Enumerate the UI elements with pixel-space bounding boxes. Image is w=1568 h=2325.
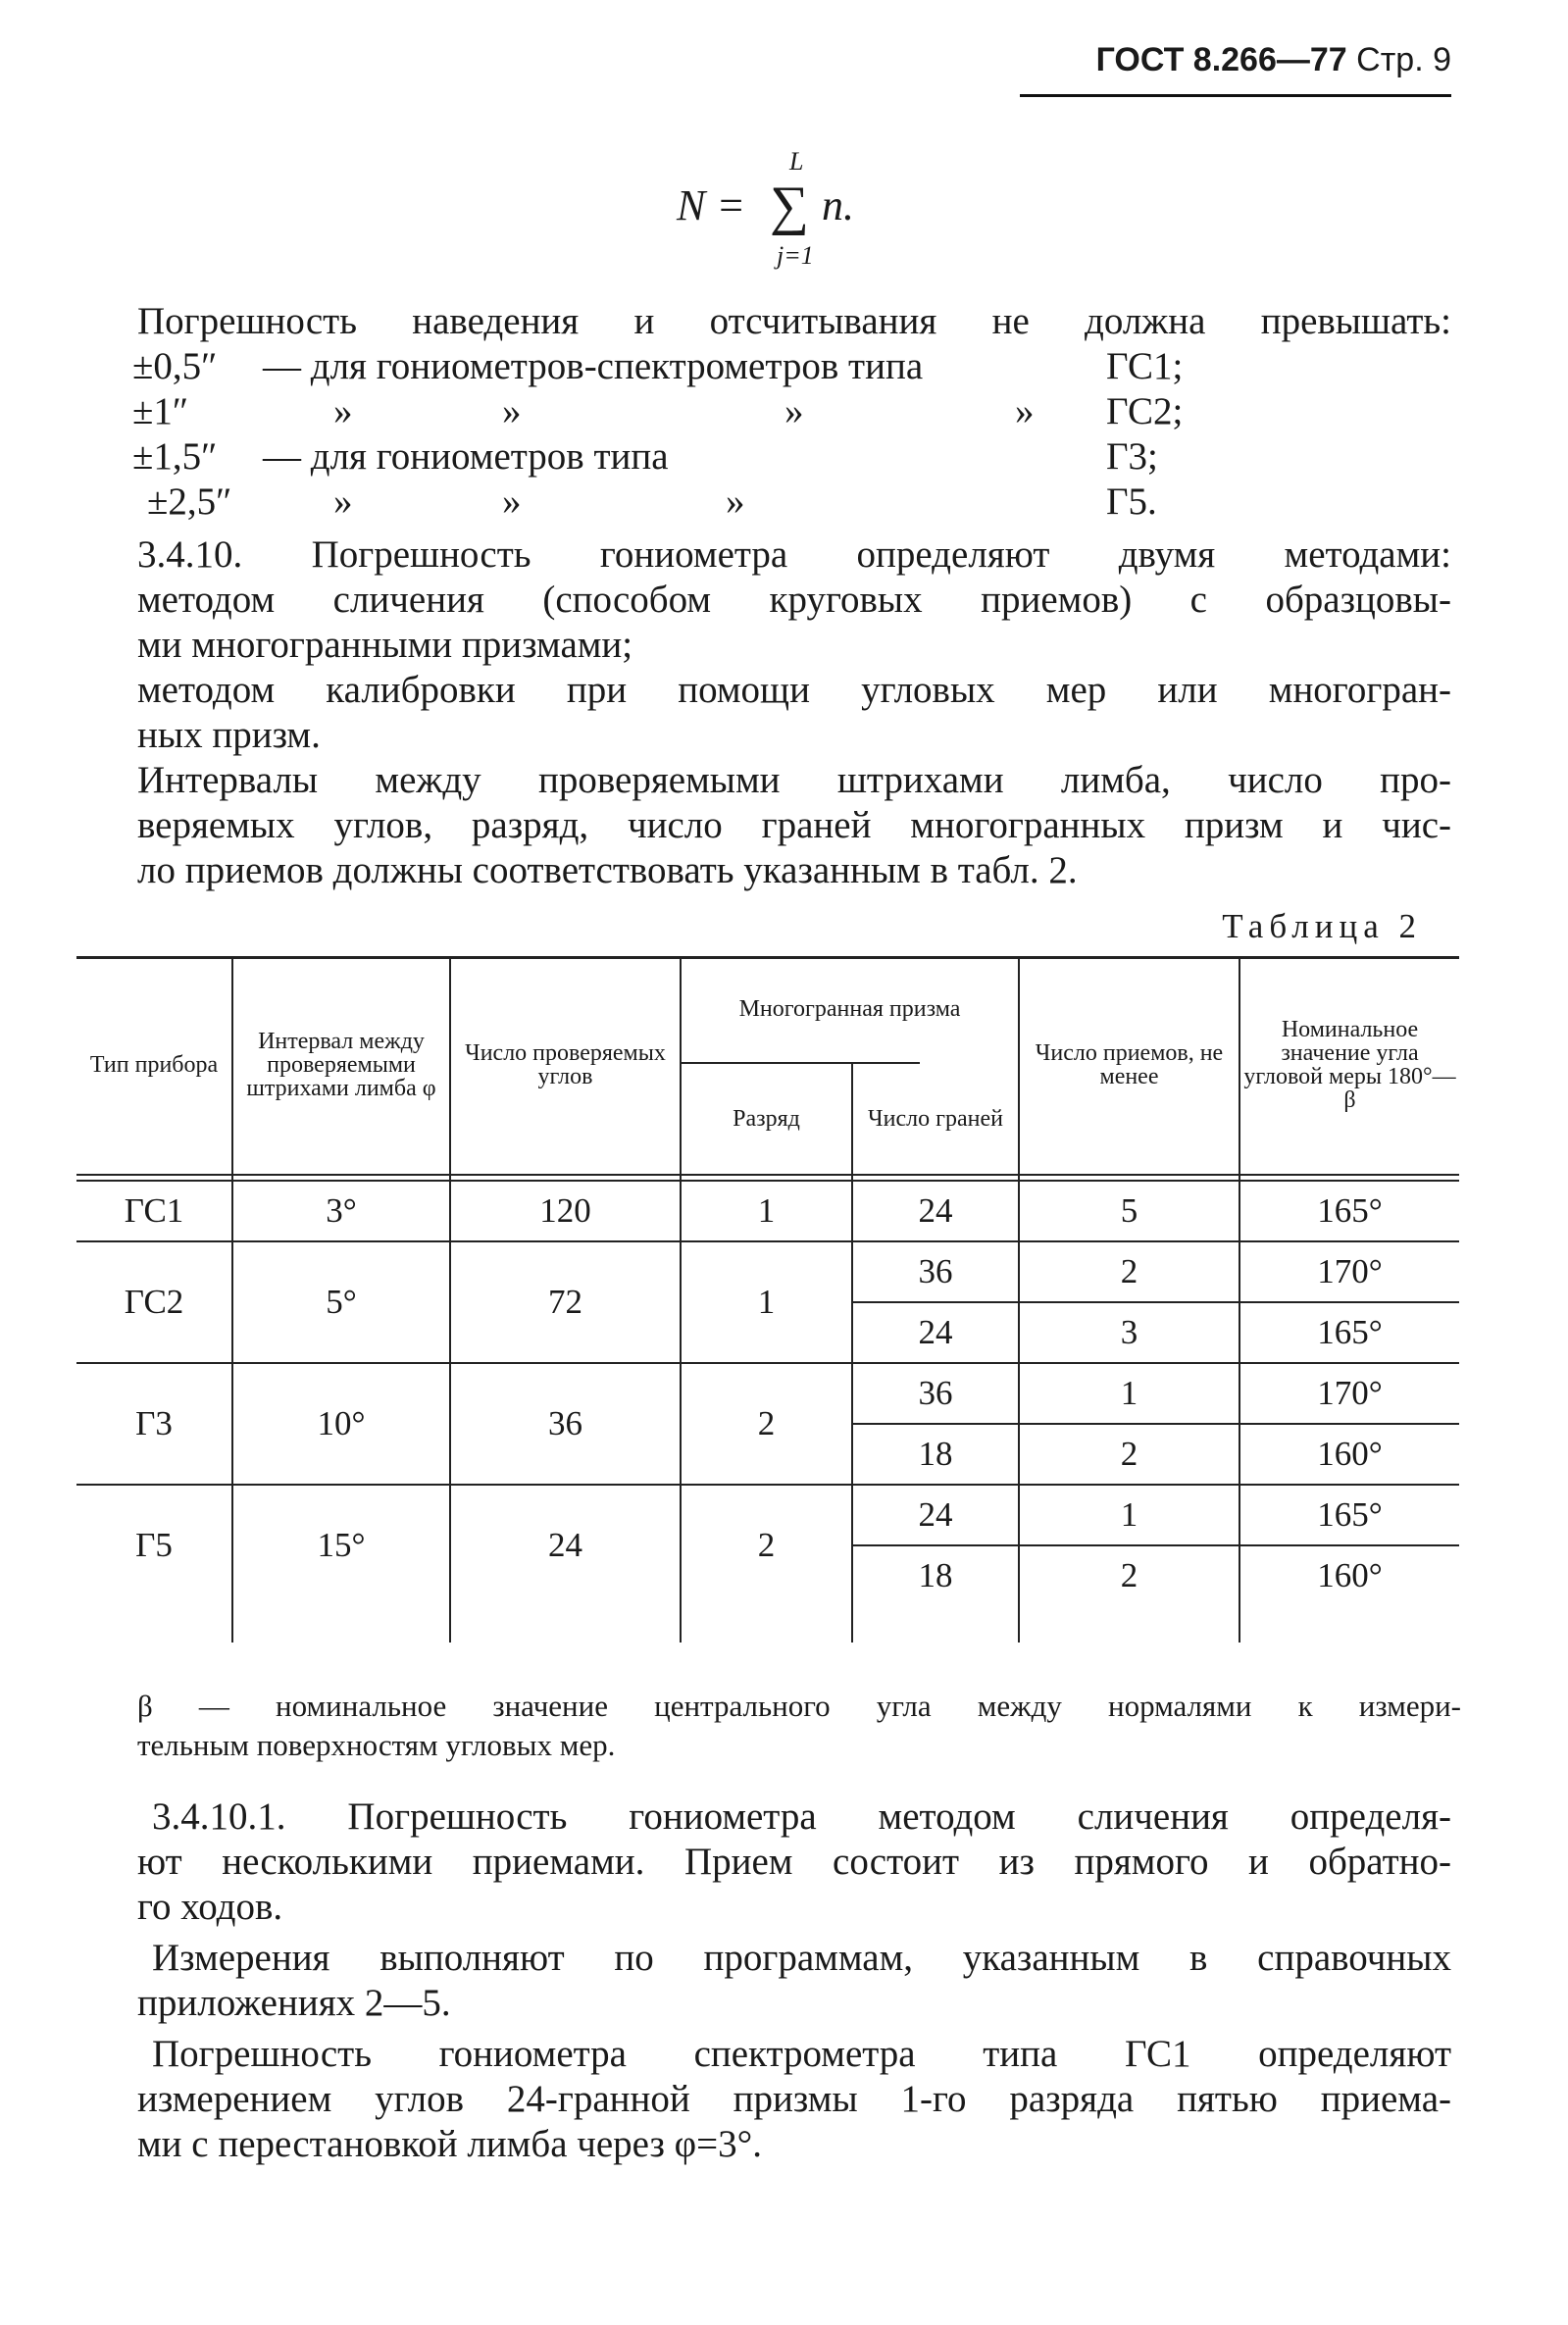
tolerance-type: ГС1; bbox=[1106, 345, 1184, 387]
ditto-mark: » bbox=[502, 480, 522, 523]
header-prism: Многогранная призма bbox=[738, 996, 961, 1022]
paragraph-line: Измерения выполняют по программам, указанным в справочных bbox=[152, 1937, 1451, 1979]
cell-grade: 1 bbox=[757, 1283, 776, 1321]
paragraph-line: го ходов. bbox=[137, 1886, 283, 1928]
cell-angles: 36 bbox=[548, 1404, 582, 1442]
cell-interval: 15° bbox=[317, 1526, 366, 1564]
cell-receptions: 1 bbox=[1120, 1374, 1138, 1412]
ditto-mark: » bbox=[333, 390, 353, 432]
ditto-mark: » bbox=[1015, 390, 1035, 432]
paragraph-line: Интервалы между проверяемыми штрихами лимба, число про- bbox=[137, 759, 1451, 801]
cell-grade: 2 bbox=[757, 1526, 776, 1564]
cell-faces: 24 bbox=[918, 1313, 953, 1351]
paragraph-line: 3.4.10. Погрешность гониометра определяют двумя методами: bbox=[137, 533, 1451, 576]
ditto-mark: » bbox=[333, 480, 353, 523]
header-faces: Число граней bbox=[868, 1106, 1003, 1132]
ditto-mark: » bbox=[502, 390, 522, 432]
tolerance-desc: — для гониометров типа bbox=[263, 435, 669, 478]
paragraph-line: ми многогранными призмами; bbox=[137, 624, 633, 666]
table-caption: Таблица 2 bbox=[1222, 907, 1422, 945]
tolerance-value: ±2,5″ bbox=[147, 480, 232, 523]
sum-formula bbox=[677, 147, 932, 275]
paragraph-line: методом калибровки при помощи угловых мер или многогран- bbox=[137, 669, 1451, 711]
header-nominal: Номинальное значение угла угловой меры 180°—β bbox=[1243, 1017, 1456, 1113]
standard-number: ГОСТ 8.266—77 bbox=[1095, 41, 1347, 78]
cell-receptions: 2 bbox=[1120, 1435, 1138, 1473]
cell-nominal: 165° bbox=[1317, 1313, 1383, 1351]
cell-nominal: 160° bbox=[1317, 1556, 1383, 1594]
tolerance-value: ±0,5″ bbox=[132, 345, 218, 387]
tolerance-intro: Погрешность наведения и отсчитывания не должна превышать: bbox=[137, 300, 1451, 342]
page-number: Стр. 9 bbox=[1356, 41, 1451, 78]
formula-body: n. bbox=[822, 181, 854, 229]
paragraph-line: веряемых углов, разряд, число граней многогранных призм и чис- bbox=[137, 804, 1451, 846]
tolerance-type: Г5. bbox=[1106, 480, 1157, 523]
sigma-symbol: ∑ bbox=[770, 176, 809, 236]
header-bottom-rule bbox=[76, 1174, 1459, 1176]
cell-angles: 72 bbox=[548, 1283, 582, 1321]
ditto-mark: » bbox=[784, 390, 804, 432]
table-footnote bbox=[137, 1687, 1461, 1765]
header-rule bbox=[1020, 94, 1451, 97]
paragraph-line: методом сличения (способом круговых приемов) с образцовы- bbox=[137, 579, 1451, 621]
table-2 bbox=[76, 956, 1459, 1643]
cell-nominal: 165° bbox=[1317, 1495, 1383, 1534]
footnote-line: β — номинальное значение центрального угла между нормалями к измери- bbox=[137, 1689, 1461, 1723]
cell-interval: 5° bbox=[326, 1283, 357, 1321]
cell-faces: 24 bbox=[918, 1495, 953, 1534]
paragraph-line: ют несколькими приемами. Прием состоит из прямого и обратно- bbox=[137, 1841, 1451, 1883]
tolerance-desc: — для гониометров-спектрометров типа bbox=[263, 345, 924, 387]
cell-receptions: 3 bbox=[1120, 1313, 1138, 1351]
cell-interval: 3° bbox=[326, 1191, 357, 1230]
cell-receptions: 2 bbox=[1120, 1556, 1138, 1594]
header-interval: Интервал между проверяемыми штрихами лимба φ bbox=[246, 1029, 436, 1101]
paragraph-line: ми с перестановкой лимба через φ=3°. bbox=[137, 2123, 762, 2165]
cell-nominal: 165° bbox=[1317, 1191, 1383, 1230]
cell-device-type: ГС2 bbox=[124, 1283, 184, 1321]
cell-faces: 18 bbox=[918, 1435, 953, 1473]
paragraph-line: Погрешность гониометра спектрометра типа ГС1 определяют bbox=[152, 2033, 1451, 2075]
page-header bbox=[1020, 41, 1451, 79]
paragraph-line: измерением углов 24-гранной призмы 1-го разряда пятью приема- bbox=[137, 2078, 1451, 2120]
cell-grade: 2 bbox=[757, 1404, 776, 1442]
header-receptions: Число приемов, не менее bbox=[1035, 1040, 1224, 1089]
cell-angles: 120 bbox=[539, 1191, 591, 1230]
cell-nominal: 160° bbox=[1317, 1435, 1383, 1473]
cell-receptions: 5 bbox=[1120, 1191, 1138, 1230]
cell-device-type: Г3 bbox=[135, 1404, 173, 1442]
tolerance-value: ±1,5″ bbox=[132, 435, 218, 478]
formula-lower-limit: j=1 bbox=[777, 241, 814, 270]
tolerance-type: ГС2; bbox=[1106, 390, 1184, 432]
cell-grade: 1 bbox=[757, 1191, 776, 1230]
footnote-line: тельным поверхностям угловых мер. bbox=[137, 1728, 616, 1762]
cell-nominal: 170° bbox=[1317, 1374, 1383, 1412]
cell-nominal: 170° bbox=[1317, 1252, 1383, 1290]
formula-upper-limit: L bbox=[789, 147, 804, 176]
header-angles: Число проверяемых углов bbox=[465, 1040, 666, 1089]
tolerance-type: Г3; bbox=[1106, 435, 1158, 478]
header-grade: Разряд bbox=[733, 1106, 800, 1132]
tolerance-value: ±1″ bbox=[132, 390, 189, 432]
cell-interval: 10° bbox=[317, 1404, 366, 1442]
cell-faces: 24 bbox=[918, 1191, 953, 1230]
cell-device-type: Г5 bbox=[135, 1526, 173, 1564]
cell-faces: 36 bbox=[918, 1374, 953, 1412]
cell-faces: 18 bbox=[918, 1556, 953, 1594]
header-device-type: Тип прибора bbox=[89, 1052, 219, 1078]
cell-receptions: 2 bbox=[1120, 1252, 1138, 1290]
cell-device-type: ГС1 bbox=[124, 1191, 184, 1230]
paragraph-line: ных призм. bbox=[137, 714, 321, 756]
paragraph-line: приложениях 2—5. bbox=[137, 1982, 451, 2024]
paragraph-line: 3.4.10.1. Погрешность гониометра методом сличения определя- bbox=[152, 1795, 1451, 1838]
cell-faces: 36 bbox=[918, 1252, 953, 1290]
cell-angles: 24 bbox=[548, 1526, 582, 1564]
cell-receptions: 1 bbox=[1120, 1495, 1138, 1534]
paragraph-line: ло приемов должны соответствовать указанным в табл. 2. bbox=[137, 849, 1078, 891]
formula-lhs: N = bbox=[677, 181, 746, 229]
ditto-mark: » bbox=[726, 480, 745, 523]
